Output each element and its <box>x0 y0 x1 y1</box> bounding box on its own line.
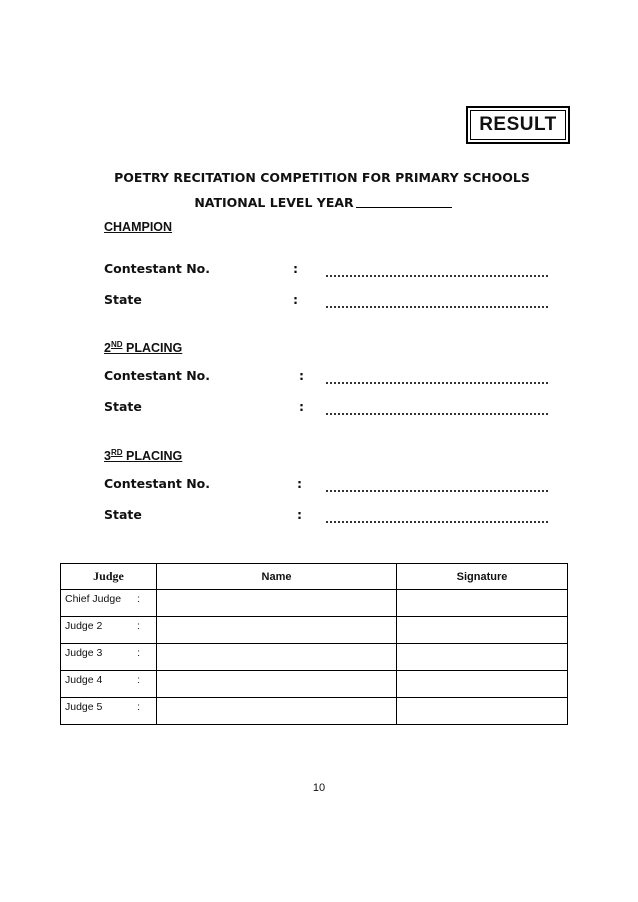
third-placing-title <box>104 448 182 463</box>
competition-title: POETRY RECITATION COMPETITION FOR PRIMARY SCHOOLS <box>114 170 530 185</box>
name-cell[interactable] <box>157 671 397 698</box>
contestant-dotted-field[interactable] <box>326 368 548 384</box>
judge-label: Judge 5 <box>65 701 103 713</box>
judge-colon: : <box>137 701 140 713</box>
judges-table <box>60 563 568 725</box>
signature-cell[interactable] <box>397 671 568 698</box>
state-dotted-field[interactable] <box>326 399 548 415</box>
state-dotted-field[interactable] <box>326 507 548 523</box>
name-cell[interactable] <box>157 644 397 671</box>
state-dotted-field[interactable] <box>326 292 548 308</box>
judge-label: Judge 3 <box>65 647 103 659</box>
judge-column-header: Judge <box>61 564 157 590</box>
judge-colon: : <box>137 647 140 659</box>
level-year-line <box>0 195 638 210</box>
judge-cell <box>61 698 157 725</box>
table-row <box>61 617 568 644</box>
contestant-dotted-field[interactable] <box>326 476 548 492</box>
champion-state-row <box>104 292 554 310</box>
state-label: State <box>104 292 142 307</box>
second-placing-title <box>104 340 182 355</box>
signature-column-header: Signature <box>397 564 568 590</box>
second-state-row <box>104 399 554 417</box>
name-cell[interactable] <box>157 590 397 617</box>
table-header-row <box>61 564 568 590</box>
judge-label: Chief Judge <box>65 593 122 605</box>
placing-word: PLACING <box>122 449 183 464</box>
result-label: RESULT <box>479 114 557 135</box>
placing-number: 2 <box>104 341 111 356</box>
judge-cell <box>61 590 157 617</box>
judge-cell <box>61 617 157 644</box>
judge-cell <box>61 671 157 698</box>
signature-cell[interactable] <box>397 590 568 617</box>
placing-word: PLACING <box>122 341 183 356</box>
field-colon: : <box>293 292 298 307</box>
contestant-label: Contestant No. <box>104 476 210 491</box>
field-colon: : <box>297 476 302 491</box>
placing-number: 3 <box>104 449 111 464</box>
table-row <box>61 590 568 617</box>
table-row <box>61 698 568 725</box>
result-box <box>466 106 570 144</box>
contestant-label: Contestant No. <box>104 261 210 276</box>
table-row <box>61 671 568 698</box>
third-contestant-row <box>104 476 554 494</box>
page-number: 10 <box>312 782 326 794</box>
signature-cell[interactable] <box>397 617 568 644</box>
year-blank-line <box>356 207 452 208</box>
state-label: State <box>104 507 142 522</box>
field-colon: : <box>293 261 298 276</box>
name-cell[interactable] <box>157 698 397 725</box>
champion-contestant-row <box>104 261 554 279</box>
table-row <box>61 644 568 671</box>
contestant-dotted-field[interactable] <box>326 261 548 277</box>
signature-cell[interactable] <box>397 644 568 671</box>
state-label: State <box>104 399 142 414</box>
placing-suffix: ND <box>110 340 123 349</box>
section-title-text: CHAMPION <box>104 220 173 234</box>
champion-title <box>104 220 172 234</box>
name-cell[interactable] <box>157 617 397 644</box>
name-column-header: Name <box>157 564 397 590</box>
level-year-label: NATIONAL LEVEL YEAR <box>194 195 354 210</box>
judge-cell <box>61 644 157 671</box>
judge-label: Judge 2 <box>65 620 103 632</box>
signature-cell[interactable] <box>397 698 568 725</box>
second-contestant-row <box>104 368 554 386</box>
judge-colon: : <box>137 593 140 605</box>
contestant-label: Contestant No. <box>104 368 210 383</box>
judge-colon: : <box>137 674 140 686</box>
field-colon: : <box>299 399 304 414</box>
field-colon: : <box>297 507 302 522</box>
judge-colon: : <box>137 620 140 632</box>
placing-suffix: RD <box>110 448 123 457</box>
judge-label: Judge 4 <box>65 674 103 686</box>
field-colon: : <box>299 368 304 383</box>
third-state-row <box>104 507 554 525</box>
